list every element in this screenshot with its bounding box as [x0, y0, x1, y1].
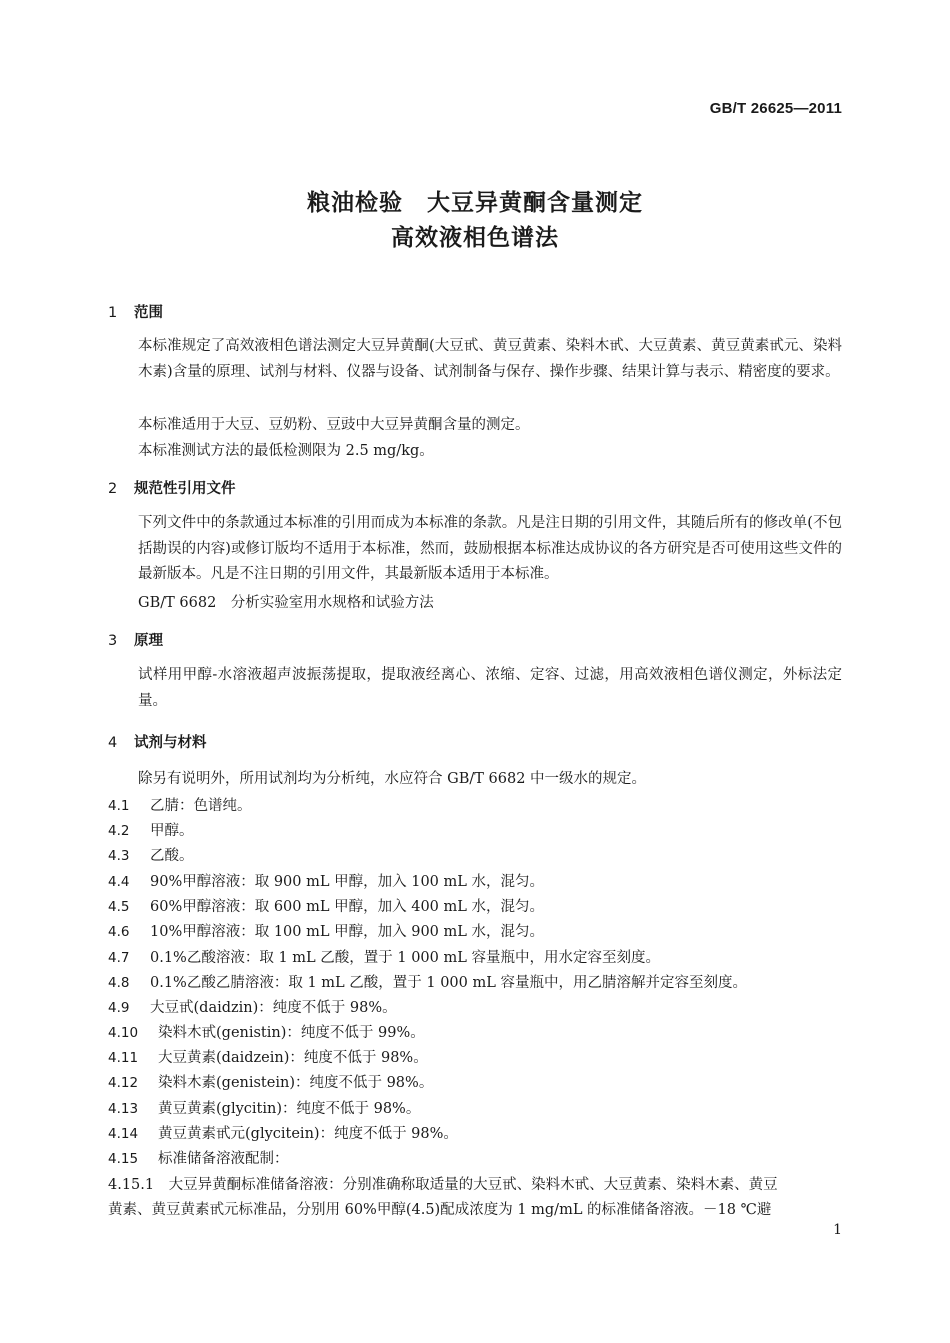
- principle-text: 试样用甲醇-水溶液超声波振荡提取，提取液经离心、浓缩、定容、过滤，用高效液相色谱仪测定，外标法定量。: [138, 667, 842, 709]
- section-number: 1: [108, 305, 118, 321]
- scope-detection-limit: 本标准测试方法的最低检测限为 2.5 mg/kg。: [138, 443, 434, 459]
- item-number: 4.10: [108, 1025, 139, 1041]
- section-2-heading: [108, 477, 236, 498]
- item-text: 90%甲醇溶液：取 900 mL 甲醇，加入 100 mL 水，混匀。: [150, 874, 544, 890]
- section-2-paragraph: [108, 511, 842, 588]
- section-title: 原理: [134, 633, 163, 649]
- reagent-item: [108, 895, 544, 916]
- reagent-item: [108, 996, 397, 1017]
- item-text: 黄豆黄素(glycitin)：纯度不低于 98%。: [158, 1101, 421, 1117]
- reagent-item: [108, 1071, 433, 1092]
- item-text: 60%甲醇溶液：取 600 mL 甲醇，加入 400 mL 水，混匀。: [150, 899, 544, 915]
- item-number: 4.11: [108, 1050, 139, 1066]
- document-subtitle: 高效液相色谱法: [391, 225, 559, 251]
- item-number: 4.1: [108, 798, 130, 814]
- section-number: 2: [108, 481, 118, 497]
- item-text: 黄豆黄素甙元(glycitein)：纯度不低于 98%。: [158, 1126, 458, 1142]
- item-text: 乙腈：色谱纯。: [150, 798, 252, 814]
- section-title: 试剂与材料: [134, 735, 207, 751]
- reagent-item: [108, 844, 194, 865]
- stock-solution-line-2: 黄素、黄豆黄素甙元标准品，分别用 60%甲醇(4.5)配成浓度为 1 mg/mL 的标准储备溶液。－18 ℃避: [108, 1202, 772, 1218]
- stock-solution-line-1: 4.15.1 大豆异黄酮标准储备溶液：分别准确称取适量的大豆甙、染料木甙、大豆黄素、染料木素、黄豆: [108, 1177, 778, 1193]
- item-number: 4.4: [108, 874, 130, 890]
- item-text: 乙酸。: [150, 848, 194, 864]
- item-text: 染料木素(genistein)：纯度不低于 98%。: [158, 1075, 434, 1091]
- item-text: 10%甲醇溶液：取 100 mL 甲醇，加入 900 mL 水，混匀。: [150, 924, 544, 940]
- scope-text: 本标准规定了高效液相色谱法测定大豆异黄酮(大豆甙、黄豆黄素、染料木甙、大豆黄素、黄豆黄素甙元、染料木素)含量的原理、试剂与材料、仪器与设备、试剂制备与保存、操作步骤、结果计算与表示、精密度的要求。: [138, 338, 842, 380]
- document-title: 粮油检验 大豆异黄酮含量测定: [307, 190, 643, 216]
- section-title: 范围: [134, 305, 163, 321]
- section-4-heading: [108, 731, 207, 752]
- section-1-heading: [108, 301, 163, 322]
- item-text: 0.1%乙酸溶液：取 1 mL 乙酸，置于 1 000 mL 容量瓶中，用水定容至刻度。: [150, 950, 660, 966]
- item-number: 4.15: [108, 1151, 139, 1167]
- standard-code: GB/T 26625—2011: [709, 100, 842, 117]
- scope-applicability: 本标准适用于大豆、豆奶粉、豆豉中大豆异黄酮含量的测定。: [138, 417, 530, 433]
- item-number: 4.3: [108, 848, 130, 864]
- item-number: 4.14: [108, 1126, 139, 1142]
- item-number: 4.12: [108, 1075, 139, 1091]
- item-text: 染料木甙(genistin)：纯度不低于 99%。: [158, 1025, 425, 1041]
- reagent-item: [108, 1122, 458, 1143]
- item-text: 大豆黄素(daidzein)：纯度不低于 98%。: [158, 1050, 428, 1066]
- section-3-paragraph: [108, 663, 842, 714]
- reagent-item: [108, 946, 660, 967]
- item-text: 标准储备溶液配制：: [158, 1151, 289, 1167]
- item-number: 4.6: [108, 924, 130, 940]
- page-number: 1: [833, 1222, 842, 1238]
- reagent-item: [108, 1097, 420, 1118]
- item-text: 甲醇。: [150, 823, 194, 839]
- section-1-paragraph: [108, 334, 842, 385]
- reagent-item: [108, 819, 194, 840]
- item-number: 4.2: [108, 823, 130, 839]
- section-number: 3: [108, 633, 118, 649]
- reagents-intro: 除另有说明外，所用试剂均为分析纯，水应符合 GB/T 6682 中一级水的规定。: [138, 771, 647, 787]
- reference-gbt6682: GB/T 6682 分析实验室用水规格和试验方法: [138, 595, 434, 611]
- section-number: 4: [108, 735, 118, 751]
- item-number: 4.9: [108, 1000, 130, 1016]
- reagent-item: [108, 920, 544, 941]
- reagent-item: [108, 971, 747, 992]
- item-text: 0.1%乙酸乙腈溶液：取 1 mL 乙酸，置于 1 000 mL 容量瓶中，用乙腈溶解并定容至刻度。: [150, 975, 747, 991]
- item-number: 4.5: [108, 899, 130, 915]
- item-number: 4.8: [108, 975, 130, 991]
- item-text: 大豆甙(daidzin)：纯度不低于 98%。: [150, 1000, 397, 1016]
- reagent-item: [108, 1021, 425, 1042]
- section-title: 规范性引用文件: [134, 481, 236, 497]
- reagent-item: [108, 794, 252, 815]
- section-3-heading: [108, 629, 163, 650]
- reagent-item: [108, 1147, 289, 1168]
- reagent-item: [108, 1046, 428, 1067]
- reagent-item: [108, 870, 544, 891]
- references-text: 下列文件中的条款通过本标准的引用而成为本标准的条款。凡是注日期的引用文件，其随后所有的修改单(不包括勘误的内容)或修订版均不适用于本标准，然而，鼓励根据本标准达成协议的各方研究是否可使用这些文件的最新版本。凡是不注日期的引用文件，其最新版本适用于本标准。: [138, 515, 842, 582]
- item-number: 4.7: [108, 950, 130, 966]
- item-number: 4.13: [108, 1101, 139, 1117]
